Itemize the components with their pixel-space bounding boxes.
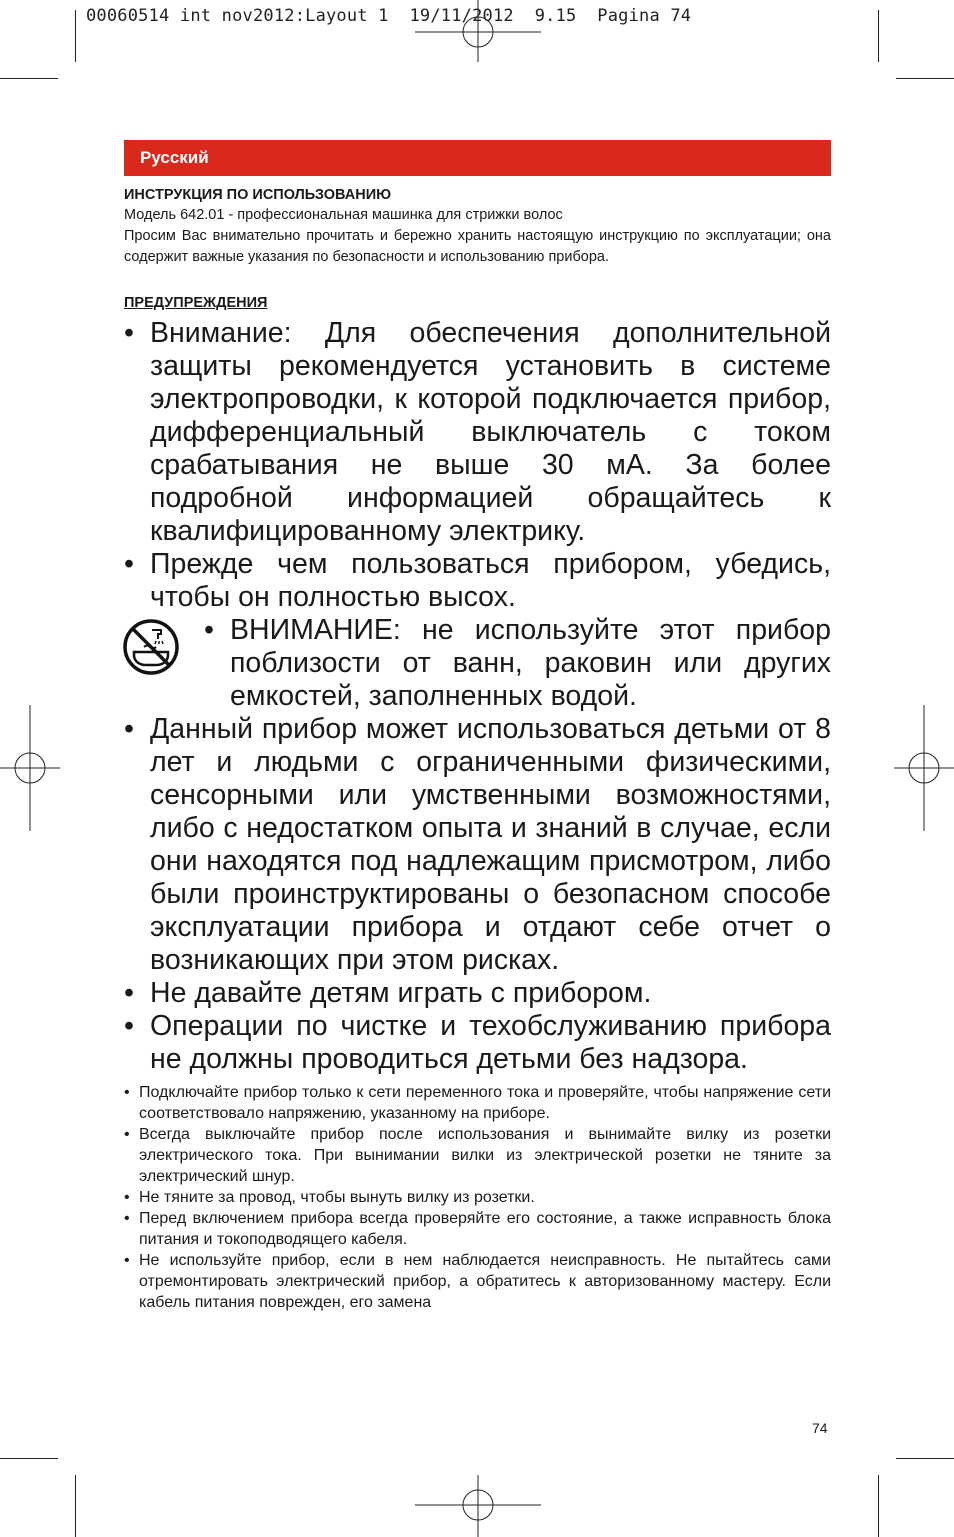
water-warning-text: • ВНИМАНИЕ: не используйте этот прибор поблизости от ванн, раковин или других емкостей, заполненных водой. xyxy=(204,614,831,713)
print-slug-line: 00060514 int nov2012:Layout 1 19/11/2012 9.15 Pagina 74 xyxy=(86,6,692,26)
warnings-heading: ПРЕДУПРЕЖДЕНИЯ xyxy=(124,295,268,311)
registration-mark-icon xyxy=(0,705,60,831)
list-item: • Всегда выключайте прибор после использования и вынимайте вилку из розетки электрического тока. При вынимании вилки из электрической розетки не тяните за электрический шнур. xyxy=(124,1124,831,1187)
crop-mark xyxy=(896,1458,954,1459)
list-item: • Перед включением прибора всегда проверяйте его состояние, а также исправность блока питания и токоподводящего кабеля. xyxy=(124,1208,831,1250)
language-banner xyxy=(124,140,831,176)
list-item: • Подключайте прибор только к сети переменного тока и проверяйте, чтобы напряжение сети соответствовало напряжению, указанному на приборе. xyxy=(124,1082,831,1124)
water-warning-block xyxy=(124,614,831,713)
crop-mark xyxy=(0,1458,58,1459)
crop-mark xyxy=(75,1475,76,1537)
warnings-list-continued xyxy=(124,713,831,1076)
page-content xyxy=(124,186,831,1313)
crop-mark xyxy=(896,78,954,79)
registration-mark-icon xyxy=(415,0,541,64)
language-label: Русский xyxy=(140,148,209,167)
safety-instructions-list xyxy=(124,1082,831,1313)
model-line: Модель 642.01 - профессиональная машинка для стрижки волос xyxy=(124,207,563,223)
crop-mark xyxy=(878,1475,879,1537)
registration-mark-icon xyxy=(894,705,954,831)
list-item: • Не давайте детям играть с прибором. xyxy=(124,977,831,1010)
list-item: • Прежде чем пользоваться прибором, убедись, чтобы он полностью высох. xyxy=(124,548,831,614)
warnings-list xyxy=(124,317,831,614)
crop-mark xyxy=(878,10,879,62)
list-item: • Не используйте прибор, если в нем наблюдается неисправность. Не пытайтесь сами отремонтировать электрический прибор, а обратитесь к авторизованному мастеру. Если кабель питания поврежден, его замена xyxy=(124,1250,831,1313)
list-item: • Внимание: Для обеспечения дополнительной защиты рекомендуется установить в системе электропроводки, к которой подключается прибор, дифференциальный выключатель с током срабатывания не выше 30 мА. За более подробной информацией обращайтесь к квалифицированному электрику. xyxy=(124,317,831,548)
page-number: 74 xyxy=(812,1420,828,1436)
list-item: • Не тяните за провод, чтобы вынуть вилку из розетки. xyxy=(124,1187,831,1208)
no-bath-water-icon xyxy=(122,618,180,676)
list-item: • Данный прибор может использоваться детьми от 8 лет и людьми с ограниченными физическими, сенсорными или умственными возможностями, либо с недостатком опыта и знаний в случае, если они находятся под надлежащим присмотром, либо были проинструктированы о безопасном способе эксплуатации прибора и отдают себе отчет о возникающих при этом рисках. xyxy=(124,713,831,977)
intro-paragraph: Просим Вас внимательно прочитать и бережно хранить настоящую инструкцию по эксплуатации; она содержит важные указания по безопасности и использованию прибора. xyxy=(124,228,831,265)
crop-mark xyxy=(75,10,76,62)
crop-mark xyxy=(0,78,58,79)
page-title: ИНСТРУКЦИЯ ПО ИСПОЛЬЗОВАНИЮ xyxy=(124,187,392,203)
list-item: • Операции по чистке и техобслуживанию прибора не должны проводиться детьми без надзора. xyxy=(124,1010,831,1076)
registration-mark-icon xyxy=(415,1473,541,1537)
